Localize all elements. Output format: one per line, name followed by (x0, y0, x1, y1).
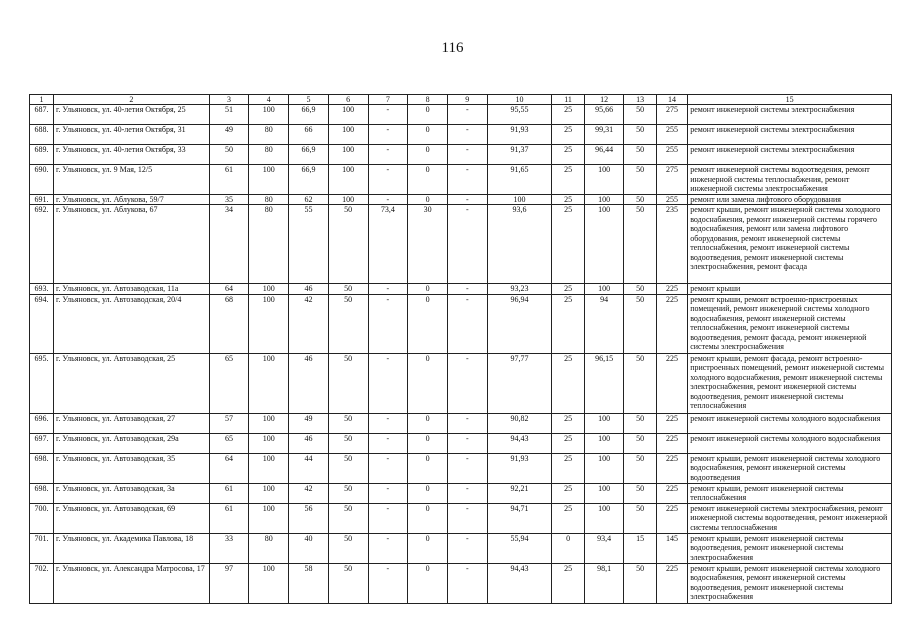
value-cell: 50 (624, 125, 656, 145)
value-cell: 61 (209, 503, 249, 533)
value-cell: 100 (584, 503, 624, 533)
value-cell: 91,93 (487, 125, 552, 145)
value-cell: 68 (209, 294, 249, 353)
value-cell: 0 (408, 194, 448, 205)
value-cell: 225 (656, 563, 687, 603)
works-cell: ремонт крыши, ремонт инженерной системы водоотведения, ремонт инженерной системы электроснабжения (688, 533, 892, 563)
value-cell: 100 (249, 433, 289, 453)
table-row (30, 165, 892, 195)
value-cell: 225 (656, 294, 687, 353)
value-cell: 91,65 (487, 165, 552, 195)
value-cell: - (447, 353, 487, 413)
column-header: 5 (289, 95, 329, 105)
column-header: 15 (688, 95, 892, 105)
value-cell: 100 (328, 165, 368, 195)
value-cell: 40 (289, 533, 329, 563)
value-cell: 98,1 (584, 563, 624, 603)
value-cell: 93,6 (487, 205, 552, 284)
value-cell: - (368, 353, 408, 413)
value-cell: 100 (584, 165, 624, 195)
column-header: 6 (328, 95, 368, 105)
value-cell: 100 (249, 503, 289, 533)
value-cell: 0 (408, 165, 448, 195)
value-cell: 80 (249, 205, 289, 284)
value-cell: 0 (408, 284, 448, 295)
value-cell: 91,37 (487, 145, 552, 165)
data-table (29, 94, 892, 604)
value-cell: 0 (408, 353, 448, 413)
row-number-cell: 693. (30, 284, 54, 295)
value-cell: 100 (249, 453, 289, 483)
works-cell: ремонт инженерной системы электроснабжения (688, 105, 892, 125)
value-cell: 50 (624, 294, 656, 353)
value-cell: - (447, 533, 487, 563)
value-cell: 0 (408, 433, 448, 453)
value-cell: 99,31 (584, 125, 624, 145)
value-cell: 100 (584, 284, 624, 295)
address-cell: г. Ульяновск, ул. Аблукова, 67 (54, 205, 210, 284)
value-cell: 95,55 (487, 105, 552, 125)
value-cell: 25 (552, 483, 584, 503)
value-cell: - (368, 503, 408, 533)
value-cell: 35 (209, 194, 249, 205)
value-cell: 0 (408, 413, 448, 433)
value-cell: 50 (624, 205, 656, 284)
value-cell: 100 (249, 105, 289, 125)
address-cell: г. Ульяновск, ул. 40-летия Октября, 25 (54, 105, 210, 125)
value-cell: 64 (209, 284, 249, 295)
row-number-cell: 691. (30, 194, 54, 205)
value-cell: 100 (584, 413, 624, 433)
column-header: 11 (552, 95, 584, 105)
table-row (30, 205, 892, 284)
value-cell: - (368, 563, 408, 603)
value-cell: 0 (408, 125, 448, 145)
works-cell: ремонт инженерной системы электроснабжения, ремонт инженерной системы водоотведения, ремонт инженерной системы теплоснабжения (688, 503, 892, 533)
value-cell: 100 (584, 205, 624, 284)
works-cell: ремонт инженерной системы электроснабжения (688, 145, 892, 165)
row-number-cell: 690. (30, 165, 54, 195)
value-cell: 90,82 (487, 413, 552, 433)
value-cell: 97 (209, 563, 249, 603)
value-cell: 50 (624, 145, 656, 165)
address-cell: г. Ульяновск, ул. Автозаводская, 11а (54, 284, 210, 295)
table-row (30, 145, 892, 165)
value-cell: 50 (328, 533, 368, 563)
value-cell: 100 (249, 483, 289, 503)
value-cell: 50 (328, 205, 368, 284)
value-cell: 33 (209, 533, 249, 563)
column-header: 9 (447, 95, 487, 105)
value-cell: 50 (328, 413, 368, 433)
table-row (30, 125, 892, 145)
value-cell: 97,77 (487, 353, 552, 413)
value-cell: 96,44 (584, 145, 624, 165)
value-cell: - (368, 533, 408, 563)
value-cell: 25 (552, 433, 584, 453)
value-cell: 34 (209, 205, 249, 284)
value-cell: 255 (656, 125, 687, 145)
works-cell: ремонт или замена лифтового оборудования (688, 194, 892, 205)
table-row (30, 433, 892, 453)
value-cell: 100 (328, 145, 368, 165)
table-row (30, 503, 892, 533)
address-cell: г. Ульяновск, ул. Автозаводская, 69 (54, 503, 210, 533)
value-cell: - (368, 413, 408, 433)
column-header: 3 (209, 95, 249, 105)
value-cell: 30 (408, 205, 448, 284)
table-body (30, 105, 892, 604)
works-cell: ремонт крыши (688, 284, 892, 295)
value-cell: 0 (408, 294, 448, 353)
works-cell: ремонт инженерной системы водоотведения, ремонт инженерной системы теплоснабжения, ремонт инженерной системы электроснабжения (688, 165, 892, 195)
column-header: 7 (368, 95, 408, 105)
value-cell: 93,4 (584, 533, 624, 563)
value-cell: 25 (552, 353, 584, 413)
value-cell: 25 (552, 165, 584, 195)
works-cell: ремонт крыши, ремонт инженерной системы холодного водоснабжения, ремонт инженерной системы водоотведения, ремонт инженерной системы электроснабжения (688, 563, 892, 603)
table-row (30, 483, 892, 503)
row-number-cell: 698. (30, 483, 54, 503)
value-cell: 46 (289, 353, 329, 413)
value-cell: 96,15 (584, 353, 624, 413)
column-header: 1 (30, 95, 54, 105)
works-cell: ремонт крыши, ремонт фасада, ремонт встроенно-пристроенных помещений, ремонт инженерной системы холодного водоснабжения, ремонт инженерной системы электроснабжения, ремонт инженерной системы водоотведения, ремонт инженерной системы теплоснабжения (688, 353, 892, 413)
table-row (30, 294, 892, 353)
value-cell: - (368, 145, 408, 165)
row-number-cell: 697. (30, 433, 54, 453)
value-cell: - (447, 433, 487, 453)
value-cell: 50 (624, 284, 656, 295)
row-number-cell: 698. (30, 453, 54, 483)
address-cell: г. Ульяновск, ул. Аблукова, 59/7 (54, 194, 210, 205)
value-cell: 73,4 (368, 205, 408, 284)
value-cell: 100 (249, 284, 289, 295)
value-cell: 50 (624, 413, 656, 433)
table-header-row (30, 95, 892, 105)
value-cell: 100 (584, 194, 624, 205)
value-cell: 49 (209, 125, 249, 145)
value-cell: 46 (289, 284, 329, 295)
value-cell: 49 (289, 413, 329, 433)
value-cell: 50 (328, 284, 368, 295)
value-cell: 50 (328, 353, 368, 413)
value-cell: 100 (584, 483, 624, 503)
value-cell: - (368, 125, 408, 145)
value-cell: 44 (289, 453, 329, 483)
value-cell: 50 (624, 503, 656, 533)
value-cell: 235 (656, 205, 687, 284)
value-cell: - (447, 105, 487, 125)
works-cell: ремонт инженерной системы электроснабжения (688, 125, 892, 145)
value-cell: 55 (289, 205, 329, 284)
table-row (30, 284, 892, 295)
value-cell: 94,71 (487, 503, 552, 533)
column-header: 8 (408, 95, 448, 105)
value-cell: 100 (328, 125, 368, 145)
value-cell: 96,94 (487, 294, 552, 353)
value-cell: 100 (328, 105, 368, 125)
column-header: 4 (249, 95, 289, 105)
value-cell: 50 (624, 453, 656, 483)
value-cell: 0 (408, 145, 448, 165)
value-cell: 80 (249, 125, 289, 145)
page-number: 116 (441, 40, 464, 56)
value-cell: 58 (289, 563, 329, 603)
row-number-cell: 692. (30, 205, 54, 284)
value-cell: - (368, 294, 408, 353)
value-cell: 25 (552, 413, 584, 433)
value-cell: 100 (249, 413, 289, 433)
table-row (30, 563, 892, 603)
value-cell: 42 (289, 294, 329, 353)
value-cell: 100 (249, 294, 289, 353)
row-number-cell: 689. (30, 145, 54, 165)
works-cell: ремонт крыши, ремонт инженерной системы холодного водоснабжения, ремонт инженерной системы горячего водоснабжения, ремонт или замена лифтового оборудования, ремонт инженерной системы теплоснабжения, ремонт инженерной системы водоотведения, ремонт инженерной системы электроснабжения, ремонт фасада (688, 205, 892, 284)
works-cell: ремонт крыши, ремонт инженерной системы холодного водоснабжения, ремонт инженерной системы водоотведения (688, 453, 892, 483)
value-cell: 25 (552, 503, 584, 533)
value-cell: 0 (408, 533, 448, 563)
column-header: 14 (656, 95, 687, 105)
value-cell: 225 (656, 483, 687, 503)
value-cell: - (368, 194, 408, 205)
row-number-cell: 687. (30, 105, 54, 125)
address-cell: г. Ульяновск, ул. 40-летия Октября, 33 (54, 145, 210, 165)
works-cell: ремонт крыши, ремонт инженерной системы теплоснабжения (688, 483, 892, 503)
value-cell: 50 (624, 194, 656, 205)
value-cell: - (447, 503, 487, 533)
table-row (30, 353, 892, 413)
table-row (30, 533, 892, 563)
value-cell: 0 (408, 563, 448, 603)
column-header: 2 (54, 95, 210, 105)
value-cell: 100 (249, 563, 289, 603)
value-cell: 50 (328, 433, 368, 453)
value-cell: 0 (552, 533, 584, 563)
value-cell: 46 (289, 433, 329, 453)
value-cell: 255 (656, 194, 687, 205)
value-cell: 92,21 (487, 483, 552, 503)
value-cell: 0 (408, 483, 448, 503)
value-cell: - (368, 284, 408, 295)
value-cell: 0 (408, 105, 448, 125)
value-cell: 225 (656, 284, 687, 295)
value-cell: 25 (552, 284, 584, 295)
address-cell: г. Ульяновск, ул. 9 Мая, 12/5 (54, 165, 210, 195)
value-cell: 56 (289, 503, 329, 533)
row-number-cell: 702. (30, 563, 54, 603)
value-cell: 64 (209, 453, 249, 483)
works-cell: ремонт инженерной системы холодного водоснабжения (688, 413, 892, 433)
value-cell: 50 (624, 353, 656, 413)
address-cell: г. Ульяновск, ул. Автозаводская, 35 (54, 453, 210, 483)
value-cell: 66,9 (289, 145, 329, 165)
value-cell: 65 (209, 353, 249, 413)
value-cell: 100 (249, 353, 289, 413)
value-cell: - (368, 453, 408, 483)
address-cell: г. Ульяновск, ул. Александра Матросова, 17 (54, 563, 210, 603)
table-row (30, 453, 892, 483)
value-cell: 225 (656, 453, 687, 483)
value-cell: 80 (249, 145, 289, 165)
value-cell: 25 (552, 563, 584, 603)
value-cell: 50 (328, 563, 368, 603)
address-cell: г. Ульяновск, ул. Автозаводская, 25 (54, 353, 210, 413)
value-cell: 66,9 (289, 165, 329, 195)
value-cell: - (447, 284, 487, 295)
value-cell: 50 (328, 503, 368, 533)
value-cell: - (368, 433, 408, 453)
address-cell: г. Ульяновск, ул. Автозаводская, 27 (54, 413, 210, 433)
value-cell: 275 (656, 105, 687, 125)
value-cell: - (447, 194, 487, 205)
value-cell: 50 (624, 563, 656, 603)
value-cell: 50 (328, 483, 368, 503)
row-number-cell: 696. (30, 413, 54, 433)
value-cell: 100 (584, 433, 624, 453)
value-cell: 100 (584, 453, 624, 483)
value-cell: - (447, 413, 487, 433)
value-cell: 225 (656, 433, 687, 453)
value-cell: 225 (656, 413, 687, 433)
row-number-cell: 701. (30, 533, 54, 563)
value-cell: - (368, 165, 408, 195)
value-cell: 94,43 (487, 563, 552, 603)
value-cell: - (368, 105, 408, 125)
address-cell: г. Ульяновск, ул. Автозаводская, 3а (54, 483, 210, 503)
value-cell: 25 (552, 105, 584, 125)
address-cell: г. Ульяновск, ул. Академика Павлова, 18 (54, 533, 210, 563)
value-cell: 50 (328, 453, 368, 483)
value-cell: 62 (289, 194, 329, 205)
value-cell: - (447, 294, 487, 353)
value-cell: 25 (552, 205, 584, 284)
value-cell: 25 (552, 125, 584, 145)
works-cell: ремонт инженерной системы холодного водоснабжения (688, 433, 892, 453)
value-cell: 25 (552, 294, 584, 353)
row-number-cell: 688. (30, 125, 54, 145)
address-cell: г. Ульяновск, ул. Автозаводская, 20/4 (54, 294, 210, 353)
value-cell: 80 (249, 194, 289, 205)
address-cell: г. Ульяновск, ул. 40-летия Октября, 31 (54, 125, 210, 145)
value-cell: 66 (289, 125, 329, 145)
value-cell: 0 (408, 453, 448, 483)
value-cell: - (447, 563, 487, 603)
works-cell: ремонт крыши, ремонт встроенно-пристроенных помещений, ремонт инженерной системы холодного водоснабжения, ремонт инженерной системы теплоснабжения, ремонт инженерной системы водоотведения, ремонт фасада, ремонт инженерной системы электроснабжения (688, 294, 892, 353)
column-header: 12 (584, 95, 624, 105)
value-cell: 25 (552, 453, 584, 483)
value-cell: 255 (656, 145, 687, 165)
value-cell: 100 (328, 194, 368, 205)
value-cell: 50 (624, 165, 656, 195)
value-cell: 275 (656, 165, 687, 195)
value-cell: 55,94 (487, 533, 552, 563)
value-cell: - (447, 483, 487, 503)
value-cell: 61 (209, 165, 249, 195)
value-cell: - (447, 125, 487, 145)
value-cell: 100 (249, 165, 289, 195)
value-cell: - (368, 483, 408, 503)
value-cell: 145 (656, 533, 687, 563)
table-row (30, 194, 892, 205)
value-cell: 0 (408, 503, 448, 533)
value-cell: 100 (487, 194, 552, 205)
value-cell: 80 (249, 533, 289, 563)
column-header: 10 (487, 95, 552, 105)
value-cell: - (447, 453, 487, 483)
value-cell: 50 (624, 483, 656, 503)
address-cell: г. Ульяновск, ул. Автозаводская, 29а (54, 433, 210, 453)
table-row (30, 105, 892, 125)
value-cell: 25 (552, 145, 584, 165)
value-cell: 50 (624, 105, 656, 125)
value-cell: 15 (624, 533, 656, 563)
value-cell: 25 (552, 194, 584, 205)
value-cell: 93,23 (487, 284, 552, 295)
column-header: 13 (624, 95, 656, 105)
value-cell: 94,43 (487, 433, 552, 453)
value-cell: 66,9 (289, 105, 329, 125)
value-cell: 225 (656, 503, 687, 533)
table-row (30, 413, 892, 433)
value-cell: - (447, 145, 487, 165)
value-cell: 95,66 (584, 105, 624, 125)
value-cell: - (447, 205, 487, 284)
value-cell: 50 (624, 433, 656, 453)
value-cell: 65 (209, 433, 249, 453)
value-cell: 91,93 (487, 453, 552, 483)
row-number-cell: 695. (30, 353, 54, 413)
value-cell: - (447, 165, 487, 195)
value-cell: 94 (584, 294, 624, 353)
row-number-cell: 700. (30, 503, 54, 533)
value-cell: 50 (209, 145, 249, 165)
value-cell: 57 (209, 413, 249, 433)
value-cell: 61 (209, 483, 249, 503)
value-cell: 51 (209, 105, 249, 125)
value-cell: 50 (328, 294, 368, 353)
value-cell: 225 (656, 353, 687, 413)
value-cell: 42 (289, 483, 329, 503)
row-number-cell: 694. (30, 294, 54, 353)
